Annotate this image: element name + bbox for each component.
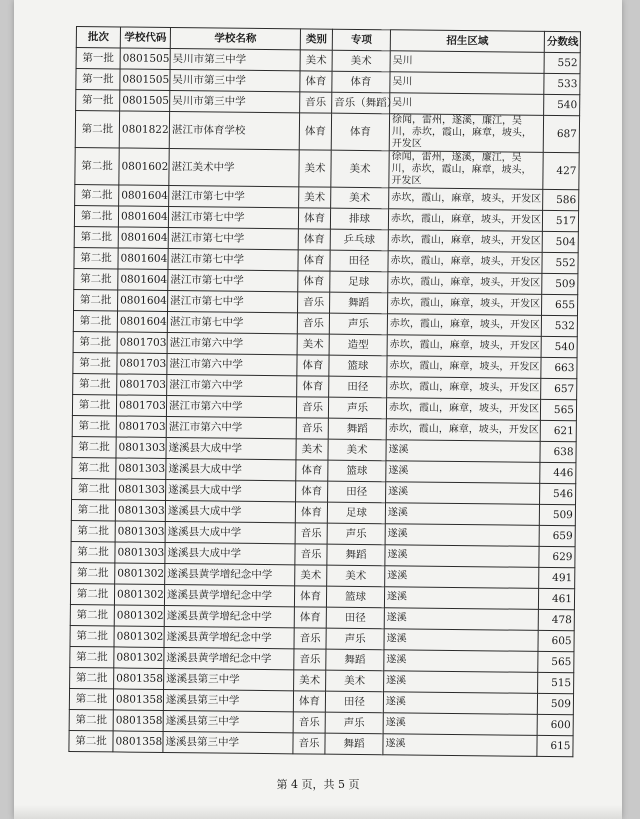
cell-region: 遂溪 bbox=[384, 629, 538, 652]
cell-score: 663 bbox=[541, 357, 577, 378]
cell-category: 音乐 bbox=[297, 313, 329, 334]
cell-specialty: 舞蹈 bbox=[326, 649, 384, 671]
cell-specialty: 篮球 bbox=[329, 355, 387, 377]
cell-school-name: 湛江市第七中学 bbox=[168, 227, 298, 249]
cell-score: 565 bbox=[538, 651, 574, 672]
cell-region: 赤坎，霞山，麻章，坡头，开发区 bbox=[388, 230, 542, 253]
cell-region: 遂溪 bbox=[384, 671, 538, 694]
cell-school-name: 遂溪县黄学增纪念中学 bbox=[164, 584, 294, 606]
cell-school-name: 湛江市第七中学 bbox=[168, 206, 298, 228]
cell-region: 吴川 bbox=[390, 72, 544, 95]
cell-code: 0801303 bbox=[115, 521, 165, 543]
cell-code: 0801505 bbox=[120, 48, 170, 70]
cell-code: 0801602 bbox=[119, 148, 169, 186]
cell-code: 0801358 bbox=[113, 710, 163, 732]
cell-batch: 第二批 bbox=[71, 541, 115, 562]
cell-school-name: 湛江市第七中学 bbox=[168, 248, 298, 270]
cell-score: 532 bbox=[541, 315, 577, 336]
cell-specialty: 美术 bbox=[331, 187, 389, 209]
cell-batch: 第二批 bbox=[71, 562, 115, 583]
cell-specialty: 舞蹈 bbox=[327, 544, 385, 566]
cell-code: 0801303 bbox=[116, 458, 166, 480]
cell-school-name: 遂溪县第三中学 bbox=[163, 731, 293, 753]
cell-specialty: 田径 bbox=[325, 691, 383, 713]
cell-specialty: 声乐 bbox=[327, 523, 385, 545]
cell-score: 621 bbox=[540, 420, 576, 441]
cell-category: 音乐 bbox=[294, 628, 326, 649]
cell-region: 赤坎，霞山，麻章，坡头，开发区 bbox=[388, 293, 542, 316]
cell-school-name: 湛江市第六中学 bbox=[167, 353, 297, 375]
cell-code: 0801505 bbox=[120, 90, 170, 112]
cell-code: 0801303 bbox=[115, 500, 165, 522]
cell-category: 音乐 bbox=[300, 92, 332, 113]
cell-batch: 第二批 bbox=[74, 226, 118, 247]
cell-batch: 第二批 bbox=[73, 331, 117, 352]
cell-score: 427 bbox=[543, 152, 579, 189]
cell-score: 552 bbox=[542, 252, 578, 273]
cell-category: 体育 bbox=[296, 481, 328, 502]
cell-score: 586 bbox=[543, 189, 579, 210]
cell-specialty: 篮球 bbox=[326, 586, 384, 608]
cell-school-name: 吴川市第三中学 bbox=[170, 90, 300, 112]
cell-category: 音乐 bbox=[293, 733, 325, 754]
cell-score: 657 bbox=[541, 378, 577, 399]
cell-specialty: 舞蹈 bbox=[328, 418, 386, 440]
cell-specialty: 田径 bbox=[326, 607, 384, 629]
cell-region: 遂溪 bbox=[385, 524, 539, 547]
cell-code: 0801358 bbox=[113, 731, 163, 753]
cell-category: 体育 bbox=[294, 586, 326, 607]
cell-specialty: 造型 bbox=[329, 334, 387, 356]
cell-code: 0801604 bbox=[119, 185, 169, 207]
cell-code: 0801604 bbox=[118, 227, 168, 249]
cell-code: 0801505 bbox=[120, 69, 170, 91]
cell-region: 遂溪 bbox=[385, 566, 539, 589]
cell-code: 0801604 bbox=[118, 206, 168, 228]
cell-school-name: 遂溪县黄学增纪念中学 bbox=[164, 647, 294, 669]
cell-school-name: 遂溪县第三中学 bbox=[163, 710, 293, 732]
cell-category: 音乐 bbox=[295, 523, 327, 544]
cell-score: 655 bbox=[541, 294, 577, 315]
table-body bbox=[69, 48, 580, 757]
cell-score: 533 bbox=[544, 73, 580, 94]
cell-specialty: 美术 bbox=[326, 670, 384, 692]
cell-school-name: 湛江市体育学校 bbox=[169, 111, 299, 149]
cell-school-name: 遂溪县黄学增纪念中学 bbox=[165, 563, 295, 585]
cell-code: 0801358 bbox=[114, 668, 164, 690]
cell-region: 赤坎，霞山，麻章，坡头，开发区 bbox=[388, 209, 542, 232]
cell-category: 体育 bbox=[298, 250, 330, 271]
cell-batch: 第一批 bbox=[76, 69, 120, 90]
cell-category: 音乐 bbox=[296, 397, 328, 418]
cell-category: 音乐 bbox=[295, 544, 327, 565]
cell-school-name: 遂溪县大成中学 bbox=[166, 458, 296, 480]
score-table bbox=[68, 26, 581, 757]
cell-school-name: 湛江市第七中学 bbox=[167, 311, 297, 333]
header-category: 类别 bbox=[300, 29, 332, 50]
cell-batch: 第二批 bbox=[71, 499, 115, 520]
cell-specialty: 美术 bbox=[332, 50, 390, 72]
cell-school-name: 湛江美术中学 bbox=[169, 148, 299, 186]
cell-code: 0801604 bbox=[118, 269, 168, 291]
cell-specialty: 美术 bbox=[328, 439, 386, 461]
cell-score: 491 bbox=[539, 567, 575, 588]
cell-score: 659 bbox=[539, 525, 575, 546]
cell-batch: 第二批 bbox=[70, 604, 114, 625]
cell-category: 体育 bbox=[295, 502, 327, 523]
cell-region: 赤坎，霞山，麻章，坡头，开发区 bbox=[387, 314, 541, 337]
cell-score: 515 bbox=[538, 672, 574, 693]
cell-score: 615 bbox=[537, 735, 573, 756]
cell-batch: 第二批 bbox=[72, 478, 116, 499]
cell-code: 0801303 bbox=[116, 479, 166, 501]
cell-score: 605 bbox=[538, 630, 574, 651]
cell-region: 遂溪 bbox=[386, 482, 540, 505]
cell-score: 517 bbox=[542, 210, 578, 231]
cell-specialty: 美术 bbox=[327, 565, 385, 587]
cell-code: 0801604 bbox=[118, 248, 168, 270]
cell-category: 美术 bbox=[300, 50, 332, 71]
cell-region: 吴川 bbox=[390, 51, 544, 74]
cell-batch: 第二批 bbox=[69, 688, 113, 709]
cell-region: 遂溪 bbox=[385, 503, 539, 526]
cell-region: 遂溪 bbox=[384, 650, 538, 673]
cell-category: 体育 bbox=[297, 376, 329, 397]
cell-specialty: 田径 bbox=[330, 250, 388, 272]
cell-batch: 第二批 bbox=[73, 310, 117, 331]
cell-category: 音乐 bbox=[293, 712, 325, 733]
cell-specialty: 美术 bbox=[331, 150, 389, 188]
cell-category: 美术 bbox=[296, 439, 328, 460]
cell-school-name: 遂溪县第三中学 bbox=[163, 689, 293, 711]
cell-region: 遂溪 bbox=[386, 440, 540, 463]
cell-score: 552 bbox=[544, 52, 580, 73]
table-row bbox=[75, 111, 579, 153]
cell-batch: 第二批 bbox=[70, 583, 114, 604]
cell-school-name: 湛江市第六中学 bbox=[167, 332, 297, 354]
cell-region: 遂溪 bbox=[383, 692, 537, 715]
cell-code: 0801604 bbox=[117, 311, 167, 333]
cell-specialty: 音乐（舞蹈） bbox=[332, 92, 390, 114]
table-row bbox=[69, 730, 573, 756]
cell-specialty: 声乐 bbox=[328, 397, 386, 419]
header-code: 学校代码 bbox=[120, 27, 170, 49]
cell-school-name: 遂溪县大成中学 bbox=[165, 500, 295, 522]
cell-batch: 第二批 bbox=[73, 352, 117, 373]
cell-school-name: 吴川市第三中学 bbox=[170, 69, 300, 91]
cell-category: 体育 bbox=[298, 208, 330, 229]
cell-category: 音乐 bbox=[296, 418, 328, 439]
cell-category: 美术 bbox=[295, 565, 327, 586]
cell-specialty: 足球 bbox=[327, 502, 385, 524]
cell-region: 徐闻，雷州，遂溪，廉江，吴川，赤坎，霞山，麻章，坡头，开发区 bbox=[389, 114, 543, 153]
cell-score: 629 bbox=[539, 546, 575, 567]
cell-region: 遂溪 bbox=[386, 461, 540, 484]
cell-score: 565 bbox=[540, 399, 576, 420]
cell-score: 461 bbox=[538, 588, 574, 609]
cell-code: 0801703 bbox=[117, 353, 167, 375]
header-specialty: 专项 bbox=[332, 29, 390, 51]
cell-score: 509 bbox=[537, 693, 573, 714]
cell-specialty: 田径 bbox=[329, 376, 387, 398]
cell-school-name: 遂溪县大成中学 bbox=[166, 479, 296, 501]
cell-school-name: 遂溪县大成中学 bbox=[166, 437, 296, 459]
cell-category: 体育 bbox=[293, 691, 325, 712]
cell-region: 赤坎，霞山，麻章，坡头，开发区 bbox=[387, 335, 541, 358]
cell-region: 遂溪 bbox=[385, 545, 539, 568]
cell-batch: 第二批 bbox=[70, 625, 114, 646]
document-page bbox=[14, 0, 622, 819]
cell-region: 遂溪 bbox=[383, 734, 537, 757]
cell-code: 0801302 bbox=[114, 626, 164, 648]
cell-score: 540 bbox=[544, 94, 580, 115]
cell-category: 音乐 bbox=[294, 649, 326, 670]
cell-region: 遂溪 bbox=[384, 608, 538, 631]
cell-code: 0801604 bbox=[118, 290, 168, 312]
cell-category: 体育 bbox=[298, 271, 330, 292]
cell-region: 赤坎，霞山，麻章，坡头，开发区 bbox=[388, 251, 542, 274]
cell-category: 体育 bbox=[296, 460, 328, 481]
cell-batch: 第二批 bbox=[74, 205, 118, 226]
cell-region: 赤坎，霞山，麻章，坡头，开发区 bbox=[386, 419, 540, 442]
cell-specialty: 田径 bbox=[328, 481, 386, 503]
cell-school-name: 遂溪县黄学增纪念中学 bbox=[164, 626, 294, 648]
cell-region: 徐闻，雷州，遂溪，廉江，吴川，赤坎，霞山，麻章，坡头，开发区 bbox=[389, 151, 543, 190]
cell-category: 美术 bbox=[297, 334, 329, 355]
cell-school-name: 湛江市第六中学 bbox=[167, 374, 297, 396]
cell-specialty: 舞蹈 bbox=[330, 292, 388, 314]
cell-category: 美术 bbox=[299, 150, 331, 187]
cell-school-name: 遂溪县第三中学 bbox=[164, 668, 294, 690]
cell-code: 0801703 bbox=[116, 395, 166, 417]
cell-specialty: 声乐 bbox=[326, 628, 384, 650]
cell-code: 0801302 bbox=[114, 605, 164, 627]
cell-batch: 第二批 bbox=[72, 415, 116, 436]
cell-specialty: 乒乓球 bbox=[330, 229, 388, 251]
cell-code: 0801302 bbox=[114, 584, 164, 606]
cell-code: 0801358 bbox=[113, 689, 163, 711]
cell-score: 546 bbox=[540, 483, 576, 504]
cell-score: 509 bbox=[539, 504, 575, 525]
cell-category: 体育 bbox=[298, 229, 330, 250]
header-name: 学校名称 bbox=[170, 27, 300, 49]
cell-school-name: 湛江市第七中学 bbox=[168, 290, 298, 312]
cell-score: 504 bbox=[542, 231, 578, 252]
cell-school-name: 湛江市第七中学 bbox=[169, 185, 299, 207]
cell-score: 600 bbox=[537, 714, 573, 735]
cell-score: 509 bbox=[542, 273, 578, 294]
cell-batch: 第二批 bbox=[70, 667, 114, 688]
header-batch: 批次 bbox=[76, 27, 120, 48]
cell-code: 0801302 bbox=[114, 647, 164, 669]
cell-batch: 第二批 bbox=[72, 436, 116, 457]
cell-batch: 第二批 bbox=[75, 147, 119, 184]
cell-category: 体育 bbox=[297, 355, 329, 376]
cell-code: 0801822 bbox=[119, 111, 169, 149]
cell-school-name: 遂溪县黄学增纪念中学 bbox=[164, 605, 294, 627]
page-bottom-band bbox=[14, 805, 622, 819]
cell-batch: 第二批 bbox=[74, 289, 118, 310]
cell-batch: 第二批 bbox=[69, 730, 113, 751]
cell-specialty: 声乐 bbox=[325, 712, 383, 734]
cell-school-name: 吴川市第三中学 bbox=[170, 48, 300, 70]
cell-region: 吴川 bbox=[390, 93, 544, 116]
cell-category: 美术 bbox=[299, 187, 331, 208]
cell-score: 687 bbox=[543, 115, 579, 152]
cell-batch: 第二批 bbox=[72, 457, 116, 478]
cell-region: 赤坎，霞山，麻章，坡头，开发区 bbox=[387, 356, 541, 379]
cell-specialty: 体育 bbox=[332, 71, 390, 93]
page-footer: 第 4 页，共 5 页 bbox=[276, 778, 360, 791]
table-row bbox=[75, 147, 579, 189]
cell-batch: 第二批 bbox=[75, 111, 119, 148]
header-region: 招生区域 bbox=[390, 30, 544, 53]
cell-category: 体育 bbox=[299, 113, 331, 150]
cell-code: 0801303 bbox=[116, 437, 166, 459]
cell-school-name: 湛江市第六中学 bbox=[166, 395, 296, 417]
cell-score: 446 bbox=[540, 462, 576, 483]
cell-batch: 第二批 bbox=[74, 268, 118, 289]
cell-batch: 第二批 bbox=[74, 247, 118, 268]
cell-batch: 第二批 bbox=[69, 709, 113, 730]
header-score: 分数线 bbox=[544, 31, 580, 52]
cell-specialty: 舞蹈 bbox=[325, 733, 383, 755]
cell-region: 遂溪 bbox=[384, 587, 538, 610]
cell-school-name: 遂溪县大成中学 bbox=[165, 542, 295, 564]
cell-specialty: 足球 bbox=[330, 271, 388, 293]
cell-region: 赤坎，霞山，麻章，坡头，开发区 bbox=[388, 272, 542, 295]
cell-code: 0801703 bbox=[117, 332, 167, 354]
cell-code: 0801703 bbox=[116, 416, 166, 438]
cell-specialty: 篮球 bbox=[328, 460, 386, 482]
cell-category: 美术 bbox=[294, 670, 326, 691]
cell-specialty: 体育 bbox=[331, 113, 389, 151]
cell-score: 540 bbox=[541, 336, 577, 357]
cell-category: 音乐 bbox=[298, 292, 330, 313]
cell-region: 赤坎，霞山，麻章，坡头，开发区 bbox=[389, 188, 543, 211]
cell-category: 体育 bbox=[300, 71, 332, 92]
cell-code: 0801703 bbox=[117, 374, 167, 396]
cell-batch: 第二批 bbox=[70, 646, 114, 667]
cell-specialty: 声乐 bbox=[329, 313, 387, 335]
cell-category: 体育 bbox=[294, 607, 326, 628]
cell-batch: 第二批 bbox=[75, 184, 119, 205]
cell-batch: 第一批 bbox=[76, 90, 120, 111]
cell-region: 遂溪 bbox=[383, 713, 537, 736]
cell-code: 0801302 bbox=[115, 563, 165, 585]
cell-region: 赤坎，霞山，麻章，坡头，开发区 bbox=[386, 398, 540, 421]
cell-code: 0801303 bbox=[115, 542, 165, 564]
cell-batch: 第一批 bbox=[76, 48, 120, 69]
cell-score: 478 bbox=[538, 609, 574, 630]
cell-batch: 第二批 bbox=[72, 394, 116, 415]
cell-batch: 第二批 bbox=[73, 373, 117, 394]
cell-school-name: 遂溪县大成中学 bbox=[165, 521, 295, 543]
cell-batch: 第二批 bbox=[71, 520, 115, 541]
cell-score: 638 bbox=[540, 441, 576, 462]
cell-region: 赤坎，霞山，麻章，坡头，开发区 bbox=[387, 377, 541, 400]
cell-specialty: 排球 bbox=[330, 208, 388, 230]
cell-school-name: 湛江市第六中学 bbox=[166, 416, 296, 438]
cell-school-name: 湛江市第七中学 bbox=[168, 269, 298, 291]
